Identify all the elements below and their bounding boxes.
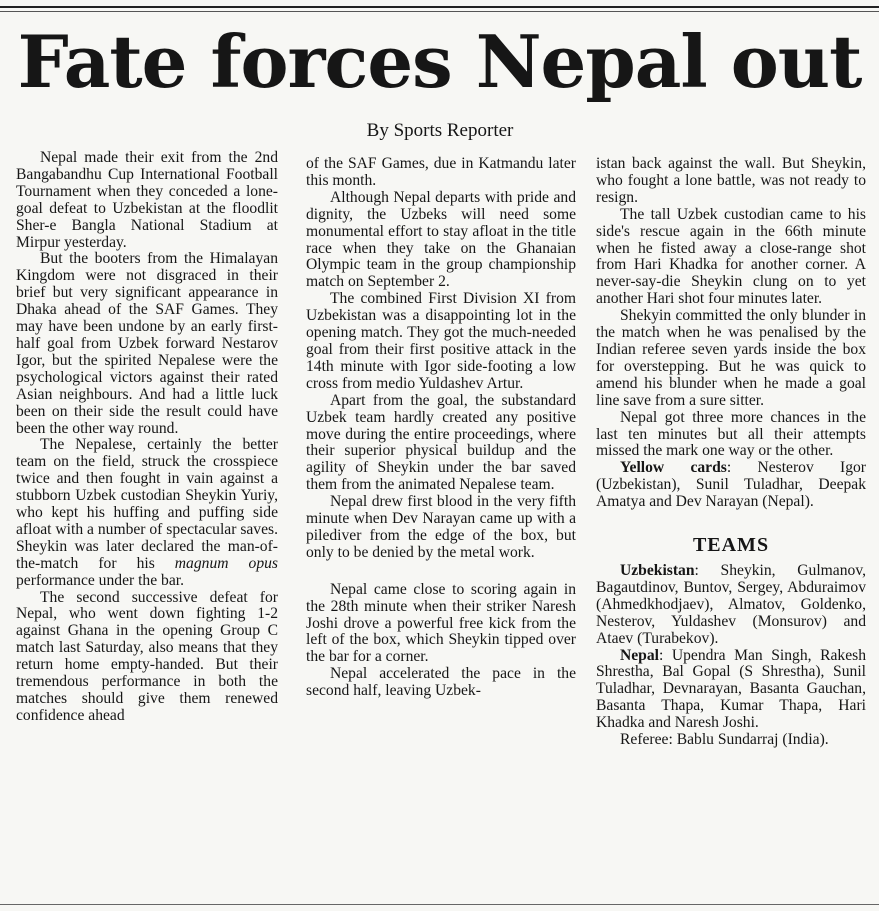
paragraph: Although Nepal departs with pride and dignity, the Uzbeks will need some monumental effort to stay afloat in the title race when they take on the Ghanaian Olympic team in the group championship match on September 2.: [306, 188, 576, 291]
article-column-2: [306, 156, 576, 700]
paragraph: Nepal came close to scoring again in the 28th minute when their striker Naresh Joshi drove a powerful free kick from the left of the box, which Sheykin tipped over the bar for a corner.: [306, 580, 576, 666]
article-column-3: [596, 156, 866, 749]
referee: Referee: Bablu Sundarraj (India).: [620, 731, 829, 749]
paragraph: Apart from the goal, the substandard Uzbek team hardly created any positive move during the entire proceedings, where their superior physical buildup and the agility of Sheykin under the bar saved them from the animated Nepalese team.: [306, 391, 576, 494]
yellow-cards-text: : Nesterov Igor (Uzbekistan), Sunil Tuladhar, Deepak Amatya and Dev Narayan (Nepal).: [596, 459, 866, 511]
bottom-rule: [0, 904, 879, 905]
nepal-lineup: [596, 648, 866, 733]
paragraph: Shekyin committed the only blunder in the match when he was penalised by the Indian referee seven yards inside the box for overstepping. But he was quick to amend his blunder when he made a goal line save from a sure sitter.: [596, 307, 866, 409]
paragraph: Nepal accelerated the pace in the second half, leaving Uzbek-: [306, 665, 576, 700]
paragraph: The combined First Division XI from Uzbekistan was a disappointing lot in the opening match. They got the much-needed goal from their first positive attack in the 14th minute with Igor side-footing a low cross from medio Yuldashev Artur.: [306, 290, 576, 392]
paragraph-text: performance under the bar.: [16, 571, 184, 589]
uzbekistan-label: Uzbekistan: [620, 562, 695, 580]
paragraph-text: The Nepalese, certainly the better team on the field, struck the crosspiece twice and then fought in vain against a stubborn Uzbek custodian Sheykin Yuriy, who kept his huffing and puffing side afloat with a number of spectacular saves. Sheykin was later declared the man-of-the-match for his: [16, 436, 278, 572]
paragraph: Nepal drew first blood in the very fifth minute when Dev Narayan came up with a pilediver from the edge of the box, but only to be denied by the metal work.: [306, 493, 576, 561]
paragraph: But the booters from the Himalayan Kingdom were not disgraced in their brief but very significant appearance in Dhaka ahead of the SAF Games. They may have been undone by an early first-half goal from Uzbek forward Nestarov Igor, but the spirited Nepalese were the psychological victors against their rated Asian neighbours. And had a little luck been on their side the result could have been the other way round.: [16, 250, 278, 437]
paragraph: The second successive defeat for Nepal, who went down fighting 1-2 against Ghana in the opening Group C match last Saturday, also means that they return home empty-handed. But their tremendous performance in both the matches should give them renewed confidence ahead: [16, 588, 278, 724]
uzbekistan-lineup: [596, 563, 866, 648]
paragraph: [16, 437, 278, 589]
paragraph: istan back against the wall. But Sheykin, who fought a lone battle, was not ready to resign.: [596, 155, 866, 206]
top-rule-thin: [0, 11, 879, 12]
headline: Fate forces Nepal out: [17, 19, 862, 104]
paragraph: Nepal got three more chances in the last ten minutes but all their attempts missed the mark one way or the other.: [596, 408, 866, 460]
nepal-label: Nepal: [620, 646, 659, 664]
yellow-cards-label: Yellow cards: [620, 459, 727, 477]
nepal-text: : Upendra Man Singh, Rakesh Shrestha, Bal Gopal (S Shrestha), Sunil Tuladhar, Devnarayan, Basanta Gauchan, Basanta Thapa, Kumar Thapa, Hari Khadka and Naresh Joshi.: [596, 646, 866, 732]
paragraph: of the SAF Games, due in Katmandu later this month.: [306, 155, 576, 189]
article-column-1: [16, 150, 278, 725]
paragraph: The tall Uzbek custodian came to his side's rescue again in the 66th minute when he fisted away a close-range shot from Hari Khadka for another corner. A never-say-die Sheykin clung on to yet another Hari shot four minutes later.: [596, 205, 866, 308]
teams-heading: TEAMS: [692, 534, 770, 557]
top-rule: [0, 6, 879, 8]
byline: By Sports Reporter: [366, 120, 514, 141]
yellow-cards: [596, 460, 866, 511]
uzbekistan-text: : Sheykin, Gulmanov, Bagautdinov, Buntov, Sergey, Abduraimov (Ahmedkhodjaev), Almatov, Goldenko, Nesterov, Yuldashev (Monsurov) and Ataev (Turabekov).: [596, 562, 866, 647]
italic-phrase: magnum opus: [174, 554, 278, 572]
paragraph: Nepal made their exit from the 2nd Bangabandhu Cup International Football Tournament when they conceded a lone-goal defeat to Uzbekistan at the floodlit Sher-e Bangla National Stadium at Mirpur yesterday.: [16, 149, 278, 251]
